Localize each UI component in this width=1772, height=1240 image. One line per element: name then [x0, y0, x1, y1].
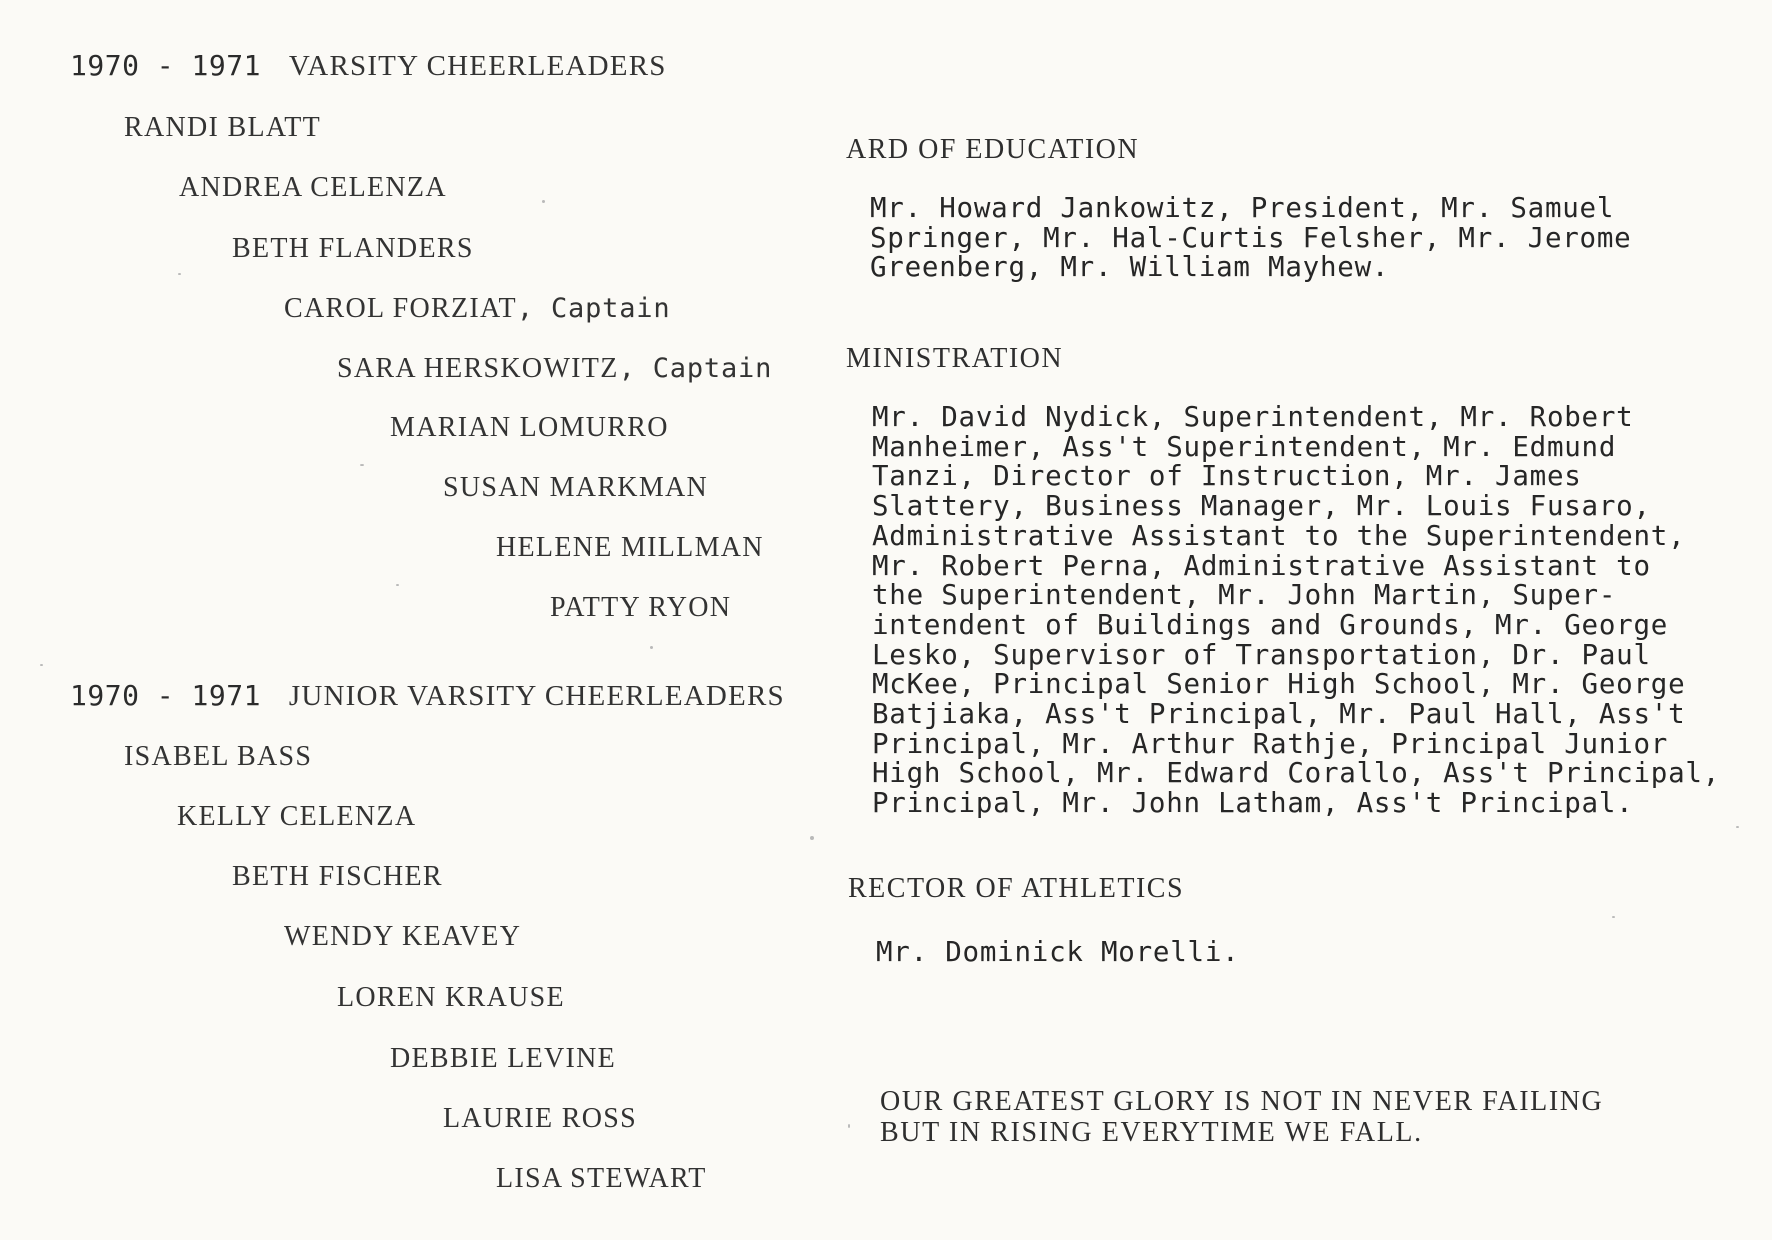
varsity-heading-title: VARSITY CHEERLEADERS [288, 50, 667, 82]
director-of-athletics-text [876, 938, 1239, 968]
jv-member: LAURIE ROSS [443, 1103, 637, 1134]
paper-speck [40, 664, 43, 666]
text-line: High School, Mr. Edward Corallo, Ass't Principal, [872, 757, 1721, 790]
jv-member: WENDY KEAVEY [284, 921, 522, 952]
text-line: Mr. Robert Perna, Administrative Assistant to [872, 549, 1651, 582]
paper-speck [650, 646, 653, 649]
paper-speck [1736, 826, 1739, 828]
jv-member: LOREN KRAUSE [337, 982, 565, 1013]
text-line: Tanzi, Director of Instruction, Mr. James [872, 460, 1582, 493]
paper-speck [360, 464, 364, 466]
jv-heading-title: JUNIOR VARSITY CHEERLEADERS [288, 680, 785, 712]
board-of-education-text [870, 194, 1631, 283]
varsity-member: RANDI BLATT [124, 112, 322, 143]
text-line: the Superintendent, Mr. John Martin, Super- [872, 579, 1617, 612]
jv-member: LISA STEWART [496, 1163, 707, 1194]
text-line: OUR GREATEST GLORY IS NOT IN NEVER FAILING [880, 1086, 1604, 1117]
paper-speck [396, 584, 399, 586]
varsity-member: MARIAN LOMURRO [390, 412, 669, 443]
varsity-member-captain: SARA HERSKOWITZ, Captain [337, 353, 773, 384]
text-line: Lesko, Supervisor of Transportation, Dr. Paul [872, 638, 1651, 671]
text-line: Slattery, Business Manager, Mr. Louis Fusaro, [872, 490, 1651, 523]
text-line: Administrative Assistant to the Superintendent, [872, 519, 1686, 552]
jv-member: BETH FISCHER [232, 861, 443, 892]
text-line: Mr. David Nydick, Superintendent, Mr. Robert [872, 401, 1634, 433]
jv-heading-years: 1970 - 1971 [70, 679, 261, 712]
text-line: Batjiaka, Ass't Principal, Mr. Paul Hall, Ass't [872, 698, 1686, 731]
text-line: Principal, Mr. John Latham, Ass't Principal. [872, 787, 1634, 820]
text-line: Greenberg, Mr. William Mayhew. [870, 251, 1390, 284]
jv-member: DEBBIE LEVINE [390, 1043, 617, 1074]
administration-text [872, 403, 1720, 819]
text-line: Mr. Dominick Morelli. [876, 936, 1240, 968]
varsity-member: BETH FLANDERS [232, 233, 474, 264]
varsity-member-captain: CAROL FORZIAT, Captain [284, 293, 671, 324]
varsity-member: SUSAN MARKMAN [443, 472, 709, 503]
text-line: BUT IN RISING EVERYTIME WE FALL. [880, 1117, 1423, 1148]
paper-speck [848, 1124, 850, 1128]
administration-heading: MINISTRATION [846, 343, 1064, 374]
paper-speck [810, 836, 814, 840]
board-of-education-heading: ARD OF EDUCATION [846, 134, 1140, 165]
text-line: Principal, Mr. Arthur Rathje, Principal Junior [872, 727, 1669, 760]
varsity-member: PATTY RYON [550, 592, 732, 623]
paper-speck [178, 273, 181, 275]
paper-speck [1612, 916, 1615, 918]
text-line: Manheimer, Ass't Superintendent, Mr. Edmund [872, 430, 1617, 463]
jv-member: KELLY CELENZA [177, 801, 417, 832]
text-line: Springer, Mr. Hal-Curtis Felsher, Mr. Jerome [870, 221, 1632, 254]
paper-speck [542, 200, 545, 203]
text-line: McKee, Principal Senior High School, Mr. George [872, 668, 1686, 701]
text-line: Mr. Howard Jankowitz, President, Mr. Samuel [870, 192, 1615, 224]
jv-member: ISABEL BASS [124, 741, 313, 772]
varsity-member: ANDREA CELENZA [179, 172, 447, 203]
text-line: intendent of Buildings and Grounds, Mr. George [872, 608, 1669, 641]
varsity-heading [70, 48, 667, 83]
director-of-athletics-heading: RECTOR OF ATHLETICS [848, 873, 1185, 904]
varsity-member: HELENE MILLMAN [496, 532, 764, 563]
jv-heading [70, 678, 785, 713]
motto-quote [880, 1086, 1603, 1148]
varsity-heading-years: 1970 - 1971 [70, 49, 261, 82]
